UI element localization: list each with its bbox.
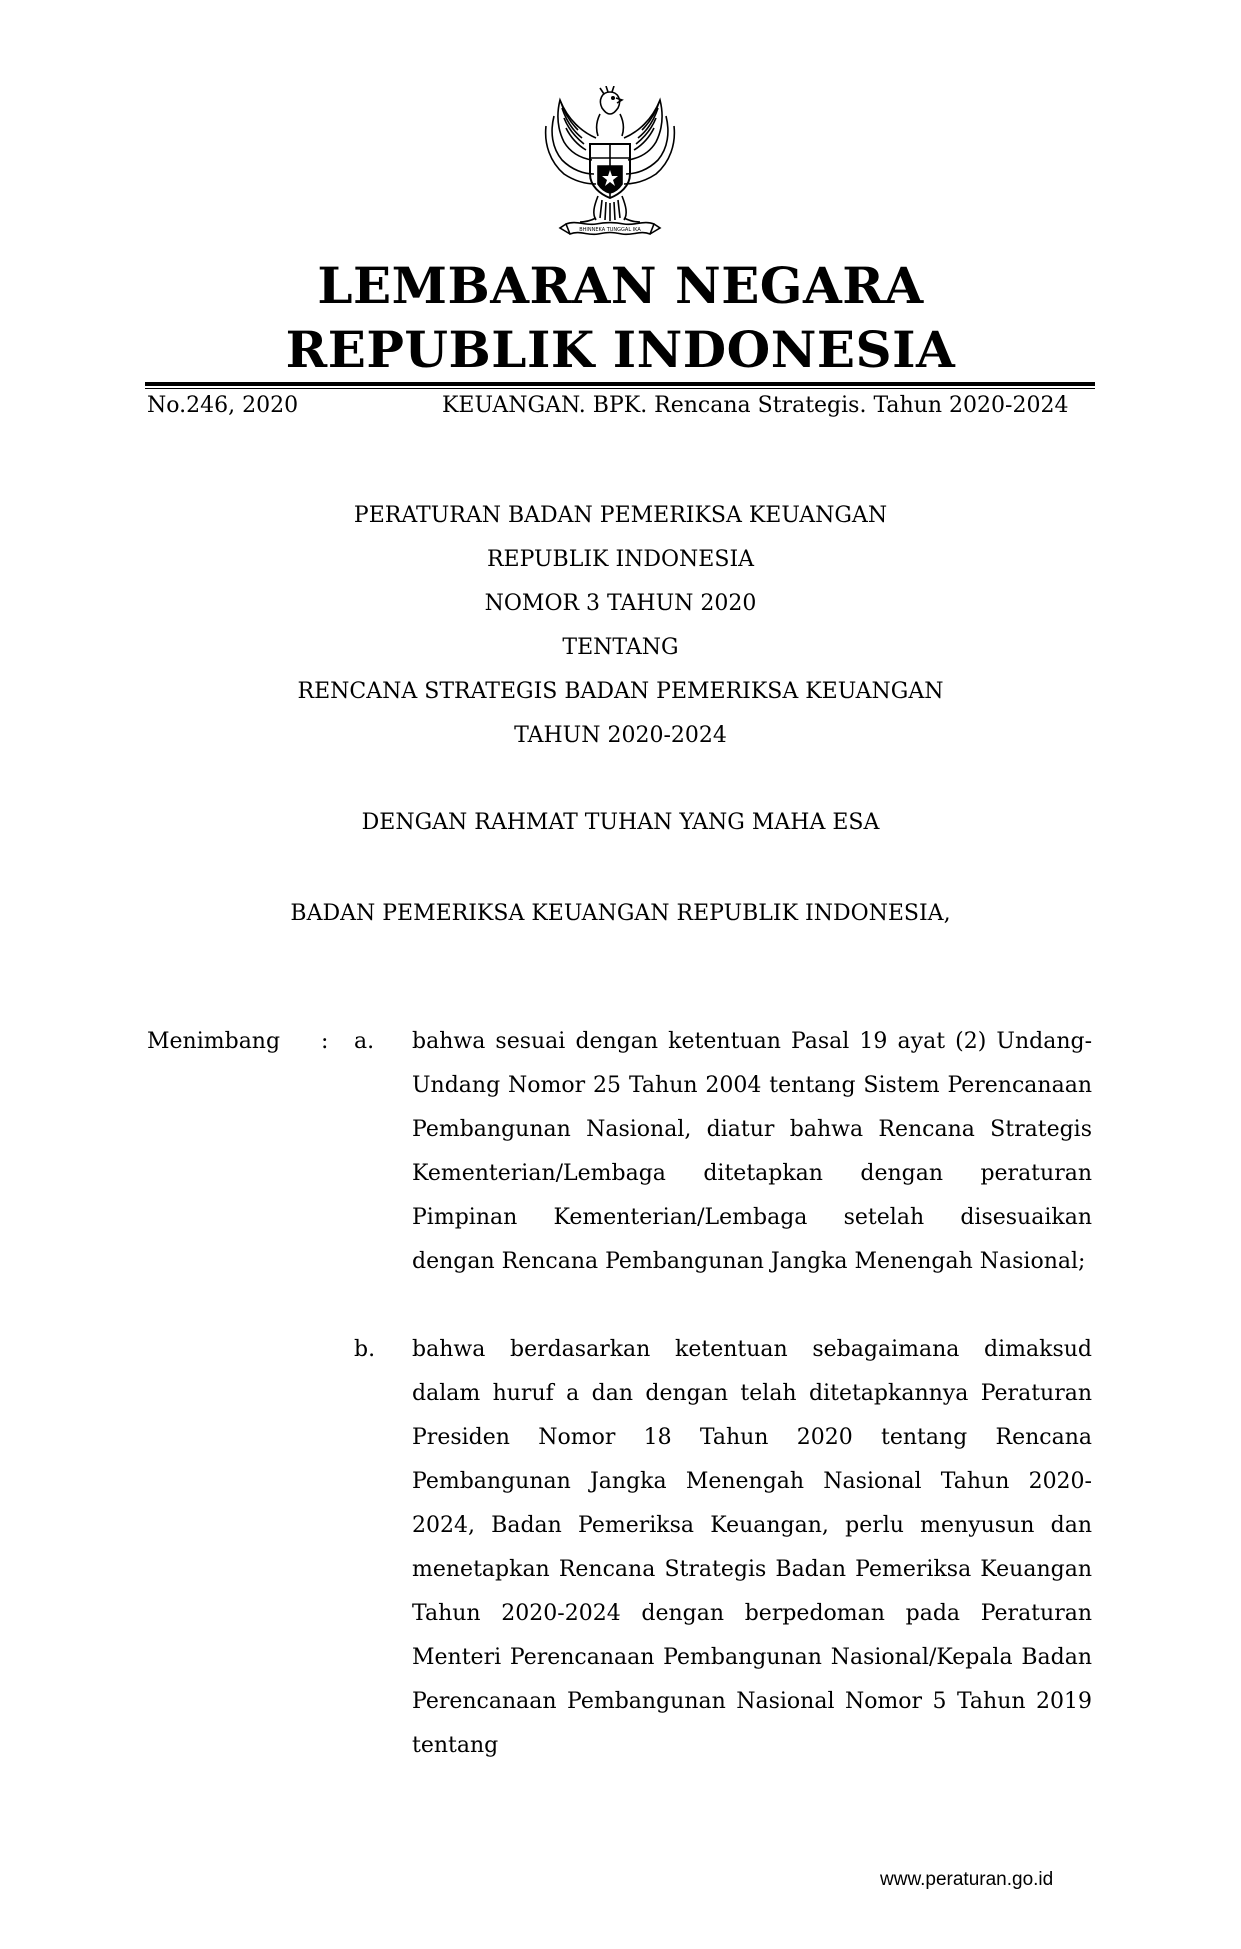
- regulation-number: NOMOR 3 TAHUN 2020: [484, 591, 757, 616]
- title-divider-thick: [145, 382, 1095, 386]
- issuer: BADAN PEMERIKSA KEUANGAN REPUBLIK INDONESIA,: [290, 901, 951, 926]
- considering-item-text: bahwa berdasarkan ketentuan sebagaimana dimaksud dalam huruf a dan dengan telah ditetapkannya Peraturan Presiden Nomor 18 Tahun 2020 tentang Rencana Pembangunan Jangka Menengah Nasional Tahun 2020-2024, Badan Pemeriksa Keuangan, perlu menyusun dan menetapkan Rencana Strategis Badan Pemeriksa Keuangan Tahun 2020-2024 dengan berpedoman pada Peraturan Menteri Perencanaan Pembangunan Nasional/Kepala Badan Perencanaan Pembangunan Nasional Nomor 5 Tahun 2019 tentang: [412, 1337, 1092, 1758]
- considering-label: Menimbang: [147, 1029, 281, 1054]
- regulation-subject-line-2: TAHUN 2020-2024: [514, 723, 727, 748]
- garuda-emblem-icon: [536, 86, 684, 244]
- considering-item-text: bahwa sesuai dengan ketentuan Pasal 19 ayat (2) Undang-Undang Nomor 25 Tahun 2004 tentang Sistem Perencanaan Pembangunan Nasional, diatur bahwa Rencana Strategis Kementerian/Lembaga ditetapkan dengan peraturan Pimpinan Kementerian/Lembaga setelah disesuaikan dengan Rencana Pembangunan Jangka Menengah Nasional;: [412, 1029, 1092, 1274]
- regulation-title-line-2: REPUBLIK INDONESIA: [486, 547, 755, 572]
- considering-item-letter: a.: [354, 1029, 375, 1054]
- gazette-subject: KEUANGAN. BPK. Rencana Strategis. Tahun 2020-2024: [442, 393, 1069, 418]
- gazette-title-line-2: REPUBLIK INDONESIA: [285, 320, 956, 379]
- regulation-subject-line-1: RENCANA STRATEGIS BADAN PEMERIKSA KEUANGAN: [297, 679, 944, 704]
- regulation-title-line-1: PERATURAN BADAN PEMERIKSA KEUANGAN: [353, 503, 888, 528]
- gazette-number: No.246, 2020: [147, 393, 299, 418]
- svg-text:BHINNEKA TUNGGAL IKA: BHINNEKA TUNGGAL IKA: [579, 227, 641, 233]
- gazette-title-line-1: LEMBARAN NEGARA: [317, 256, 924, 315]
- regulation-tentang: TENTANG: [562, 635, 679, 660]
- invocation: DENGAN RAHMAT TUHAN YANG MAHA ESA: [361, 810, 880, 835]
- considering-colon: :: [321, 1029, 329, 1054]
- considering-item-letter: b.: [354, 1337, 376, 1362]
- footer-website-link[interactable]: www.peraturan.go.id: [880, 1869, 1054, 1890]
- title-divider-thin: [145, 388, 1095, 389]
